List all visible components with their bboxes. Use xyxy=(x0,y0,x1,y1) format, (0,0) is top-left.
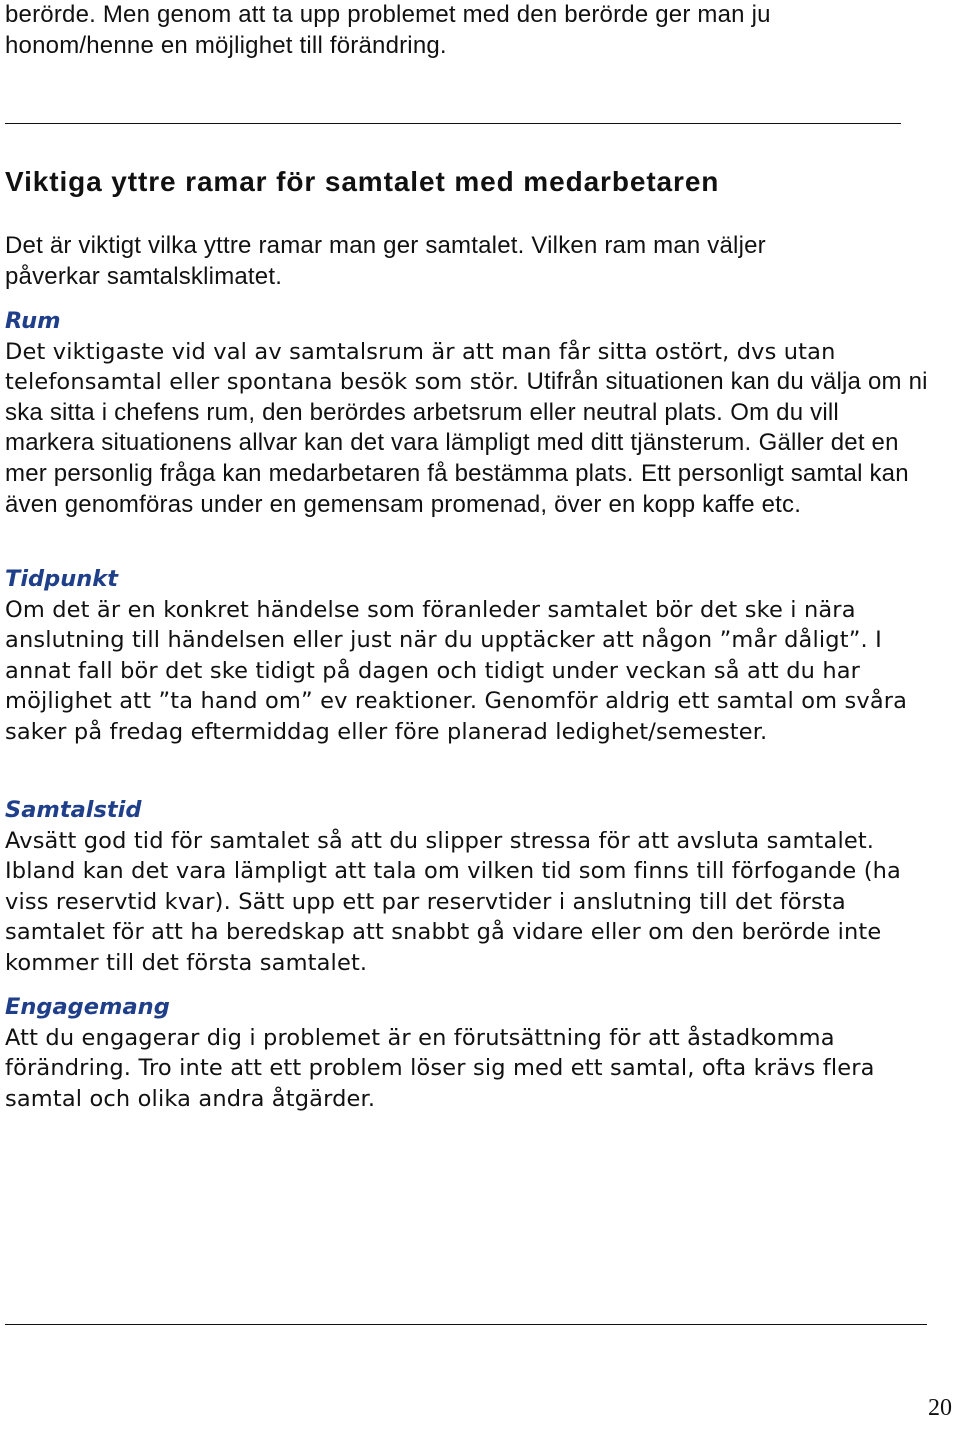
rum-text-d: Gäller det en mer personlig fråga kan medarbetaren få bestämma plats. xyxy=(5,429,899,487)
engagemang-heading: Engagemang xyxy=(5,994,170,1020)
intro-line-2: honom/henne en möjlighet till förändring. xyxy=(5,31,447,59)
rum-text xyxy=(5,337,935,521)
intro-paragraph xyxy=(5,0,771,61)
tidpunkt-heading: Tidpunkt xyxy=(5,566,119,592)
engagemang-text-a: Att du engagerar dig i problemet är en förutsättning för att åstadkomma förändring. xyxy=(5,1024,835,1082)
rum-text-a: Det viktigaste vid val av samtalsrum är att man får sitta ostört, dvs utan telefonsamtal eller spontana besök som stör. xyxy=(5,338,836,396)
section-tidpunkt xyxy=(5,564,935,748)
rum-heading: Rum xyxy=(5,308,61,334)
tidpunkt-text-c: Genomför aldrig ett samtal om svåra saker på fredag eftermiddag eller före planerad ledighet/semester. xyxy=(5,688,908,745)
rum-text-e: Ett personligt samtal kan även genomföras under en gemensam promenad, över en kopp kaffe etc. xyxy=(5,459,909,518)
section-samtalstid xyxy=(5,795,935,979)
tidpunkt-text xyxy=(5,595,935,748)
section-rum xyxy=(5,306,935,520)
rum-text-c: Om du vill markera situationens allvar kan det vara lämpligt med ditt tjänsterum. xyxy=(5,398,839,457)
section-engagemang xyxy=(5,992,935,1114)
tidpunkt-text-b: I annat fall bör det ske tidigt på dagen och tidigt under veckan så att du har möjlighet att ”ta hand om” ev reaktioner. xyxy=(5,627,882,715)
page-number: 20 xyxy=(928,1395,952,1421)
footer-rule xyxy=(5,1324,927,1325)
samtalstid-heading: Samtalstid xyxy=(5,797,142,823)
section-intro xyxy=(5,231,766,292)
samtalstid-text-b: Ibland kan det vara lämpligt att tala om vilken tid som finns till förfogande (ha viss reservtid kvar). xyxy=(5,858,901,915)
tidpunkt-text-a: Om det är en konkret händelse som föranleder samtalet bör det ske i nära anslutning till händelsen eller just när du upptäcker att någon ”mår dåligt”. xyxy=(5,596,868,654)
samtalstid-text-a: Avsätt god tid för samtalet så att du slipper stressa för att avsluta samtalet. xyxy=(5,827,875,854)
samtalstid-text-c: Sätt upp ett par reservtider i anslutning till det första samtalet för att ha beredskap att snabbt gå vidare eller om den berörde inte kommer till det första samtalet. xyxy=(5,888,882,976)
section-heading: Viktiga yttre ramar för samtalet med medarbetaren xyxy=(5,166,720,197)
engagemang-text xyxy=(5,1023,935,1115)
samtalstid-text xyxy=(5,826,935,979)
engagemang-text-b: Tro inte att ett problem löser sig med ett samtal, ofta krävs flera samtal och olika andra åtgärder. xyxy=(5,1055,875,1112)
section-intro-line-1: Det är viktigt vilka yttre ramar man ger samtalet. Vilken ram man väljer xyxy=(5,232,766,259)
separator-rule-top xyxy=(5,123,901,124)
rum-text-b: Utifrån situationen kan du välja om ni ska sitta i chefens rum, den berördes arbetsrum eller neutral plats. xyxy=(5,368,928,426)
section-intro-line-2: påverkar samtalsklimatet. xyxy=(5,262,283,290)
intro-line-1: berörde. Men genom att ta upp problemet med den berörde ger man ju xyxy=(5,1,771,28)
